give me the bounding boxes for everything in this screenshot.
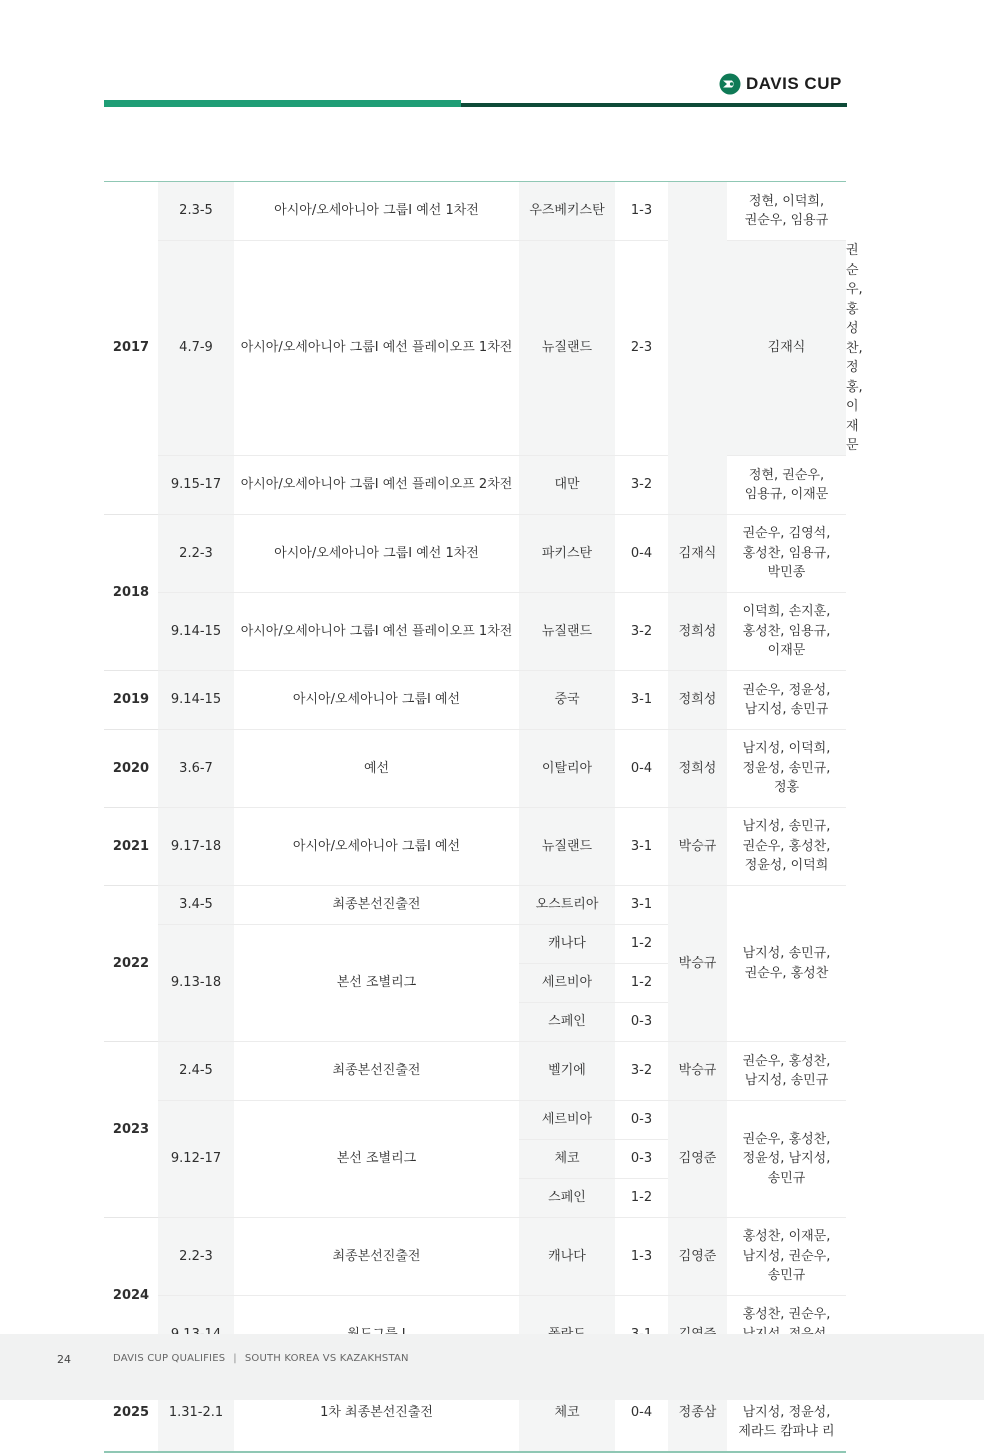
opponent-cell: 세르비아 bbox=[519, 1101, 615, 1140]
player-line: 남지성, 송민규, bbox=[742, 819, 831, 835]
table-row bbox=[104, 886, 846, 925]
players-cell bbox=[727, 1042, 846, 1101]
player-line: 남지성, 송민규 bbox=[744, 702, 829, 717]
players-cell bbox=[727, 730, 846, 808]
opponent-cell: 우즈베키스탄 bbox=[519, 182, 615, 241]
opponent-cell: 캐나다 bbox=[519, 925, 615, 964]
score-cell: 3-1 bbox=[615, 671, 668, 730]
captain-cell: 김영준 bbox=[668, 1218, 727, 1296]
event-cell: 예선 bbox=[234, 730, 519, 808]
event-cell: 본선 조별리그 bbox=[234, 1101, 519, 1218]
captain-cell: 정희성 bbox=[668, 671, 727, 730]
player-line: 송민규 bbox=[767, 1170, 806, 1186]
captain-cell: 박승규 bbox=[668, 1042, 727, 1101]
player-line: 권순우, 정윤성, bbox=[742, 682, 831, 698]
score-cell: 0-4 bbox=[615, 730, 668, 808]
opponent-cell: 대만 bbox=[519, 456, 615, 515]
table-row bbox=[104, 593, 846, 671]
header-divider-bar bbox=[461, 103, 847, 107]
players-cell bbox=[727, 886, 846, 1042]
player-line: 정윤성, 송민규, bbox=[742, 760, 831, 776]
opponent-cell: 이탈리아 bbox=[519, 730, 615, 808]
table-row bbox=[104, 730, 846, 808]
year-cell: 2019 bbox=[104, 671, 158, 730]
event-cell: 최종본선진출전 bbox=[234, 1042, 519, 1101]
date-cell: 2.2-3 bbox=[158, 515, 234, 593]
event-cell: 본선 조별리그 bbox=[234, 925, 519, 1042]
event-cell: 최종본선진출전 bbox=[234, 1218, 519, 1296]
date-cell: 1.31-2.1 bbox=[158, 1374, 234, 1452]
captain-cell: 박승규 bbox=[668, 886, 727, 1042]
year-cell: 2022 bbox=[104, 886, 158, 1042]
captain-cell: 정희성 bbox=[668, 593, 727, 671]
players-cell bbox=[727, 671, 846, 730]
davis-cup-logo-text: DAVIS CUP bbox=[746, 74, 842, 93]
player-line: 임용규, 이재문 bbox=[744, 487, 829, 502]
event-cell: 아시아/오세아니아 그룹I 예선 bbox=[234, 808, 519, 886]
opponent-cell: 체코 bbox=[519, 1374, 615, 1452]
davis-cup-logo-icon bbox=[719, 73, 741, 95]
year-cell: 2024 bbox=[104, 1218, 158, 1374]
score-cell: 1-2 bbox=[615, 1179, 668, 1218]
year-cell: 2018 bbox=[104, 515, 158, 671]
score-cell: 3-2 bbox=[615, 1042, 668, 1101]
captain-cell bbox=[668, 182, 727, 515]
date-cell: 9.14-15 bbox=[158, 593, 234, 671]
event-cell: 아시아/오세아니아 그룹I 예선 플레이오프 1차전 bbox=[234, 593, 519, 671]
event-cell: 1차 최종본선진출전 bbox=[234, 1374, 519, 1452]
year-cell: 2017 bbox=[104, 182, 158, 515]
date-cell: 3.6-7 bbox=[158, 730, 234, 808]
captain-cell: 정종삼 bbox=[668, 1374, 727, 1452]
score-cell: 0-3 bbox=[615, 1003, 668, 1042]
opponent-cell: 파키스탄 bbox=[519, 515, 615, 593]
players-cell bbox=[727, 1101, 846, 1218]
year-cell: 2021 bbox=[104, 808, 158, 886]
header-accent-bar bbox=[104, 100, 461, 107]
opponent-cell: 뉴질랜드 bbox=[519, 593, 615, 671]
player-line: 권순우, 김영석, bbox=[742, 526, 831, 542]
table-row bbox=[104, 1042, 846, 1101]
player-line: 정현, 권순우, bbox=[748, 467, 825, 483]
player-line: 정윤성, 남지성, bbox=[742, 1151, 831, 1167]
player-line: 홍성찬, 임용규, bbox=[742, 623, 831, 639]
results-table-body bbox=[104, 182, 863, 1452]
player-line: 홍성찬, 임용규, bbox=[742, 545, 831, 561]
player-line: 남지성, 이덕희, bbox=[742, 741, 831, 757]
player-line: 송민규 bbox=[767, 1268, 806, 1284]
footer-separator: | bbox=[233, 1353, 237, 1364]
captain-cell: 김재식 bbox=[727, 241, 846, 456]
score-cell: 3-2 bbox=[615, 456, 668, 515]
opponent-cell: 세르비아 bbox=[519, 964, 615, 1003]
player-line: 권순우, 홍성찬, bbox=[742, 1053, 831, 1069]
players-cell bbox=[727, 456, 846, 515]
date-cell: 9.13-18 bbox=[158, 925, 234, 1042]
score-cell: 0-3 bbox=[615, 1101, 668, 1140]
event-cell: 아시아/오세아니아 그룹I 예선 bbox=[234, 671, 519, 730]
score-cell: 1-3 bbox=[615, 182, 668, 241]
date-cell: 9.15-17 bbox=[158, 456, 234, 515]
opponent-cell: 캐나다 bbox=[519, 1218, 615, 1296]
event-cell: 최종본선진출전 bbox=[234, 886, 519, 925]
opponent-cell: 뉴질랜드 bbox=[519, 808, 615, 886]
davis-cup-logo bbox=[719, 72, 842, 96]
table-row bbox=[104, 671, 846, 730]
date-cell: 2.3-5 bbox=[158, 182, 234, 241]
year-cell: 2025 bbox=[104, 1374, 158, 1452]
opponent-cell: 벨기에 bbox=[519, 1042, 615, 1101]
event-cell: 아시아/오세아니아 그룹I 예선 플레이오프 1차전 bbox=[234, 241, 519, 456]
score-cell: 1-2 bbox=[615, 925, 668, 964]
table-row: 4.7-9 아시아/오세아니아 그룹I 예선 플레이오프 1차전 뉴질랜드 2-3 김재식 권순우, 홍성찬, 정홍, 이재문 bbox=[104, 241, 846, 456]
opponent-cell: 스페인 bbox=[519, 1003, 615, 1042]
player-line: 남지성, 정윤성, bbox=[742, 1404, 831, 1420]
page-number: 24 bbox=[57, 1353, 71, 1366]
captain-cell: 김재식 bbox=[668, 515, 727, 593]
date-cell: 4.7-9 bbox=[158, 241, 234, 456]
player-line: 홍성찬, 권순우, bbox=[742, 1307, 831, 1323]
score-cell: 3-1 bbox=[615, 886, 668, 925]
player-line: 권순우, 홍성찬, bbox=[742, 838, 831, 854]
score-cell: 1-2 bbox=[615, 964, 668, 1003]
players-cell bbox=[727, 1218, 846, 1296]
player-line: 정현, 이덕희, bbox=[748, 193, 825, 209]
players-cell bbox=[727, 808, 846, 886]
player-line: 권순우, 홍성찬, bbox=[742, 1131, 831, 1147]
table-row bbox=[104, 808, 846, 886]
players-cell bbox=[727, 593, 846, 671]
player-line: 권순우, 홍성찬 bbox=[744, 965, 829, 981]
footer-caption bbox=[113, 1353, 409, 1364]
player-line: 홍성찬, 이재문, bbox=[742, 1229, 831, 1245]
page-footer bbox=[0, 1334, 984, 1400]
event-cell: 아시아/오세아니아 그룹I 예선 플레이오프 2차전 bbox=[234, 456, 519, 515]
captain-cell: 정희성 bbox=[668, 730, 727, 808]
table-row bbox=[104, 1218, 846, 1296]
player-line: 정홍 bbox=[773, 780, 800, 796]
event-cell: 아시아/오세아니아 그룹I 예선 1차전 bbox=[234, 515, 519, 593]
table-row bbox=[104, 1101, 846, 1140]
players-cell bbox=[727, 182, 846, 241]
date-cell: 9.12-17 bbox=[158, 1101, 234, 1218]
date-cell: 2.2-3 bbox=[158, 1218, 234, 1296]
player-line: 이덕희, 손지훈, bbox=[742, 604, 831, 620]
davis-cup-results-table bbox=[104, 181, 863, 1453]
footer-right-text: SOUTH KOREA VS KAZAKHSTAN bbox=[244, 1353, 409, 1364]
score-cell: 1-3 bbox=[615, 1218, 668, 1296]
opponent-cell: 체코 bbox=[519, 1140, 615, 1179]
score-cell: 0-3 bbox=[615, 1140, 668, 1179]
score-cell: 2-3 bbox=[615, 241, 668, 456]
player-line: 이재문 bbox=[767, 643, 806, 659]
score-cell: 3-2 bbox=[615, 593, 668, 671]
player-line: 남지성, 송민규, bbox=[742, 946, 831, 961]
date-cell: 9.17-18 bbox=[158, 808, 234, 886]
player-line: 권순우, 임용규 bbox=[744, 213, 829, 228]
table-row bbox=[104, 182, 846, 241]
score-cell: 0-4 bbox=[615, 1374, 668, 1452]
table-row bbox=[104, 515, 846, 593]
opponent-cell: 뉴질랜드 bbox=[519, 241, 615, 456]
player-line: 남지성, 송민규 bbox=[744, 1073, 829, 1088]
date-cell: 9.14-15 bbox=[158, 671, 234, 730]
opponent-cell: 오스트리아 bbox=[519, 886, 615, 925]
year-cell: 2020 bbox=[104, 730, 158, 808]
captain-cell: 박승규 bbox=[668, 808, 727, 886]
player-line: 정윤성, 이덕희 bbox=[744, 858, 829, 874]
player-line: 남지성, 권순우, bbox=[742, 1248, 831, 1264]
player-line: 박민종 bbox=[767, 565, 806, 581]
captain-cell: 김영준 bbox=[668, 1101, 727, 1218]
year-cell: 2023 bbox=[104, 1042, 158, 1218]
date-cell: 2.4-5 bbox=[158, 1042, 234, 1101]
footer-left-text: DAVIS CUP QUALIFIES bbox=[113, 1353, 226, 1364]
date-cell: 3.4-5 bbox=[158, 886, 234, 925]
opponent-cell: 스페인 bbox=[519, 1179, 615, 1218]
table-row bbox=[104, 456, 846, 515]
player-line: 제라드 캄파냐 리 bbox=[738, 1424, 835, 1439]
players-cell bbox=[727, 515, 846, 593]
opponent-cell: 중국 bbox=[519, 671, 615, 730]
score-cell: 0-4 bbox=[615, 515, 668, 593]
score-cell: 3-1 bbox=[615, 808, 668, 886]
event-cell: 아시아/오세아니아 그룹I 예선 1차전 bbox=[234, 182, 519, 241]
